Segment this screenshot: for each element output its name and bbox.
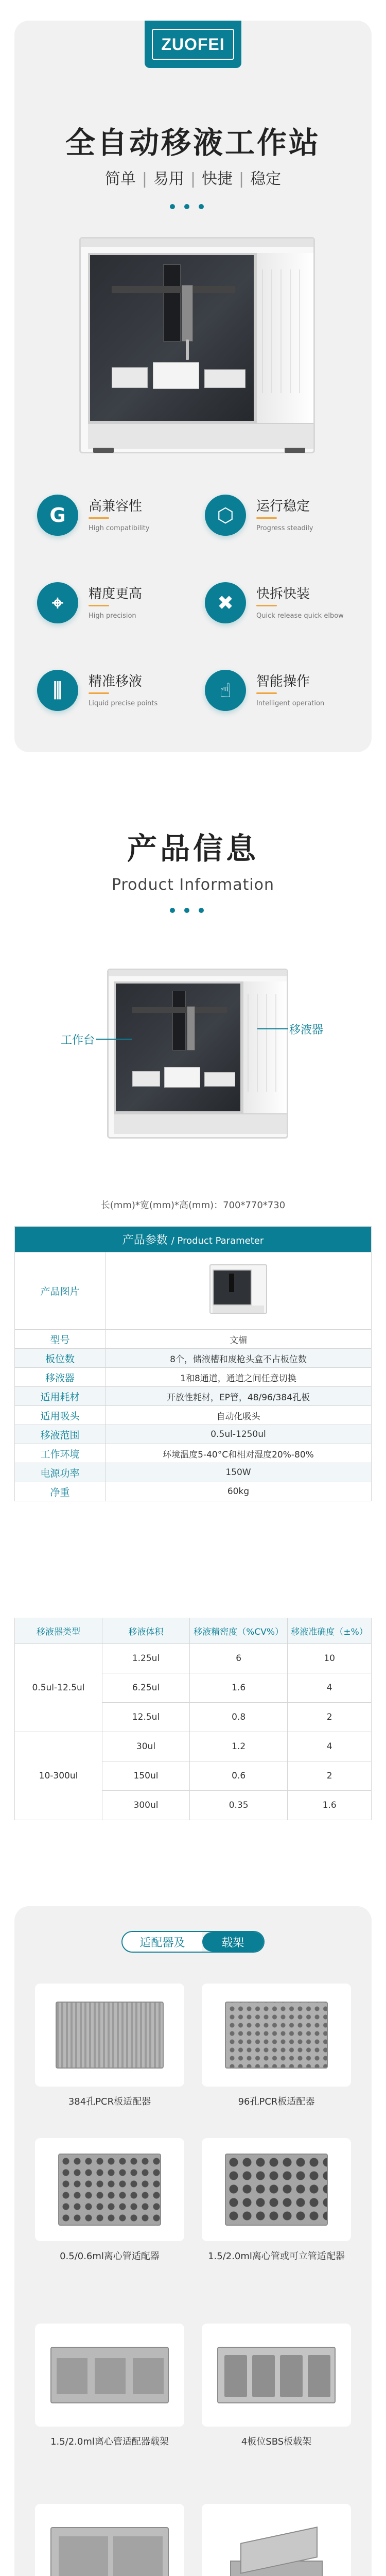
feature-subtitle: Quick release quick elbow (256, 612, 344, 620)
feature-subtitle: High precision (89, 612, 136, 620)
adapter-item (35, 2324, 184, 2458)
pipette-type: 0.5ul-12.5ul (15, 1644, 102, 1732)
product-info-subtitle: Product Information (111, 876, 275, 894)
adapters-section-tab (121, 1931, 265, 1953)
decor-dots (170, 204, 204, 209)
table-row: 移液器 1和8通道，通道之间任意切换 (15, 1368, 372, 1387)
table-row: 300ul 0.35 1.6 (15, 1791, 372, 1820)
feature-underline (256, 605, 277, 606)
feature-subtitle: High compatibility (89, 524, 150, 532)
callout-line-left (96, 1039, 132, 1040)
feature-underline (89, 517, 109, 519)
parameter-table-header (15, 1227, 372, 1252)
feature-title: 精准移液 (89, 674, 143, 689)
tube-large-image (202, 2138, 351, 2241)
table-row: 150ul 0.6 2 (15, 1761, 372, 1791)
adapter-item (35, 2504, 184, 2576)
table-row (15, 1252, 372, 1330)
feature-subtitle: Liquid precise points (89, 700, 158, 707)
feature-title: 快拆快装 (256, 586, 310, 602)
adapter-caption: 96孔PCR板适配器 (238, 2096, 315, 2107)
brand-logo (145, 21, 241, 68)
workstation-image (79, 237, 315, 453)
tagline-separator: | (190, 170, 196, 188)
feature-underline (89, 605, 109, 606)
adapter-item (202, 2324, 351, 2458)
table-row: 适用耗材 开放性耗材，EP管，48/96/384孔板 (15, 1387, 372, 1406)
table-row: 净重 60kg (15, 1482, 372, 1501)
callout-line-right (257, 1028, 288, 1029)
dimensions-text: 长(mm)*宽(mm)*高(mm)：700*770*730 (100, 1200, 286, 1211)
parameter-table (14, 1226, 372, 1501)
adapter-caption: 1.5/2.0ml离心管或可立管适配器 (208, 2251, 345, 2262)
feature-subtitle: Intelligent operation (256, 700, 325, 707)
plate96-image (202, 1984, 351, 2087)
product-info-title: 产品信息 (127, 831, 259, 866)
table-row: 适用吸头 自动化吸头 (15, 1406, 372, 1425)
callout-pipette: 移液器 (289, 1024, 324, 1037)
accuracy-table (14, 1618, 372, 1820)
tab-adapters: 适配器及 (122, 1932, 202, 1952)
hero-card (14, 21, 372, 752)
image-label: 产品图片 (15, 1252, 106, 1330)
adapters-card (14, 1906, 372, 2576)
accuracy-table-header: 移液器类型 移液体积 移液精密度（%CV%） 移液准确度（±%） (15, 1618, 372, 1644)
feature-quick-release (205, 582, 359, 639)
adapter-item (202, 2504, 351, 2576)
table-row: 0.5ul-12.5ul 1.25ul 6 10 (15, 1644, 372, 1673)
feature-title: 精度更高 (89, 586, 143, 602)
adapter-item (202, 1984, 351, 2117)
adapter-item (35, 1984, 184, 2117)
feature-subtitle: Progress steadily (256, 524, 313, 532)
sbs-carrier-image (202, 2324, 351, 2427)
feature-precision (37, 582, 191, 639)
feature-precise-pipetting (37, 670, 191, 726)
product-image-cell (106, 1252, 372, 1330)
tilt-carrier-image (202, 2504, 351, 2576)
tagline: 简单 (104, 170, 136, 188)
table-row: 电源功率 150W (15, 1463, 372, 1482)
adapter-item (35, 2138, 184, 2272)
feature-title: 智能操作 (256, 674, 310, 689)
feature-title: 高兼容性 (89, 499, 143, 514)
g-compat-icon: G (37, 495, 78, 536)
tagline-separator: | (239, 170, 244, 188)
precision-target-icon: ⌖ (37, 582, 78, 623)
table-row: 型号 文楣 (15, 1330, 372, 1349)
tagline: 稳定 (250, 170, 282, 188)
plate384-image (35, 1984, 184, 2087)
tagline: 易用 (153, 170, 184, 188)
parameter-header-en: / Product Parameter (171, 1235, 264, 1246)
hero-title: 全自动移液工作站 (65, 125, 321, 160)
table-row: 板位数 8个，储液槽和废枪头盒不占板位数 (15, 1349, 372, 1368)
tube-small-image (35, 2138, 184, 2241)
adapter-item (202, 2138, 351, 2272)
hero-taglines (14, 166, 372, 189)
feature-underline (256, 517, 277, 519)
table-row: 12.5ul 0.8 2 (15, 1703, 372, 1732)
table-row: 移液范围 0.5ul-1250ul (15, 1425, 372, 1444)
logo-text: ZUOFEI (152, 29, 234, 60)
feature-underline (89, 692, 109, 694)
tab-carriers: 载架 (202, 1932, 264, 1952)
feature-title: 运行稳定 (256, 499, 310, 514)
adapter-caption: 384孔PCR板适配器 (68, 2096, 151, 2107)
feature-underline (256, 692, 277, 694)
table-row: 10-300ul 30ul 1.2 4 (15, 1732, 372, 1761)
adapter-caption: 1.5/2.0ml离心管适配器载架 (50, 2436, 169, 2447)
network-stability-icon: ⬡ (205, 495, 246, 536)
tagline-separator: | (142, 170, 147, 188)
tagline: 快捷 (202, 170, 233, 188)
table-row: 6.25ul 1.6 4 (15, 1673, 372, 1703)
feature-stable (205, 495, 359, 551)
pipette-type: 10-300ul (15, 1732, 102, 1820)
feature-high-compatibility (37, 495, 191, 551)
feature-intelligent (205, 670, 359, 726)
adapter-caption: 0.5/0.6ml离心管适配器 (60, 2251, 160, 2262)
reservoir-carrier-image (35, 2504, 184, 2576)
pipette-tips-icon: ⫼ (37, 670, 78, 711)
workstation-diagram (107, 969, 288, 1139)
product-thumbnail (209, 1264, 267, 1318)
parameter-header-cn: 产品参数 (122, 1234, 168, 1247)
adapter-caption: 4板位SBS板载架 (241, 2436, 312, 2447)
decor-dots (170, 908, 204, 913)
carrier-image (35, 2324, 184, 2427)
callout-workbench: 工作台 (61, 1034, 95, 1047)
pointer-hand-icon: ☝ (205, 670, 246, 711)
wrench-tools-icon: ✖ (205, 582, 246, 623)
table-row: 工作环境 环境温度5-40°C和相对湿度20%-80% (15, 1444, 372, 1463)
